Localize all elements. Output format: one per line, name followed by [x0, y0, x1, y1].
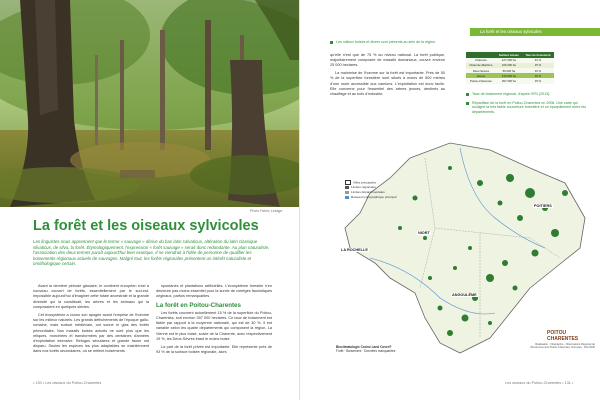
body-paragraph: Avant la dernière période glaciaire, le continent européen s'est à nouveau couvert de forêts, essentiellement par le sud-est. Impossible aujourd'hui d'imaginer cette futaie ancestrale et la grande diversité qui la constituait, les arbres et les animaux qui la composaient en quelques siècles.: [33, 284, 149, 309]
map-credits: Réalisation : Infographie - Observatoire Régional de l'Environnement Poitou-Charentes. Données : IGN 2006: [530, 343, 595, 350]
table-caption: Taux de boisement régional, d'après l'IFN (2013).: [466, 92, 591, 97]
body-paragraph: Les forêts couvrent actuellement 15 % de la superficie du Poitou-Charentes, soit environ 397 000 hectares. Ce taux de boisement est faible par rapport à la moyenne nationale, qui est de 30 %. Il est variable selon les quatre départements qui composent la région. La Vienne est le plus boisé, suivie de la Charente, avec respectivement 19 %, les Deux-Sèvres étant le moins boisé.: [156, 310, 272, 341]
table-cell: 397 000 ha: [496, 78, 522, 83]
table-row: [466, 68, 554, 73]
legend-item: Réseau hydrographique principal: [345, 195, 396, 200]
table-cell: 19 %: [522, 73, 554, 78]
table-cell: Vienne: [466, 73, 496, 78]
table-row: [466, 63, 554, 68]
table-cell: 127 000 ha: [496, 58, 522, 63]
table-cell: 10 %: [522, 68, 554, 73]
table-row: [466, 78, 554, 83]
table-cell: Charente-Maritime: [466, 63, 496, 68]
photo-credit: Photo Fabric Lesage: [250, 209, 283, 213]
city-label-poitiers: POITIERS: [534, 204, 552, 208]
table-cell: 15 %: [522, 63, 554, 68]
left-column-1: [33, 284, 149, 358]
table-row: [466, 58, 554, 63]
table-header: Surface boisée: [496, 52, 522, 58]
table-cell: 21 %: [522, 58, 554, 63]
map-legend: [345, 180, 396, 200]
caption-bullet: Les milieux boisés et divers sont présents au sein de la région.: [330, 40, 445, 45]
city-label-angouleme: ANGOULÊME: [452, 293, 477, 297]
legend-item: Limites régionales: [345, 185, 396, 190]
city-label-niort: NIORT: [418, 231, 430, 235]
body-paragraph: Cet écosystème a connu son apogée avant l'emprise de l'homme sur les milieux naturels. Les grands défrichements de l'époque gallo-romaine, mais surtout médiévale, ont sonné le glas des forêts primordiales. Nos massifs boisés actuels ne sont plus que les reliques, morcelées et transformées par des centaines d'années d'exploitation intensive. Refuges séculaires et grande faune ont disparu. Seules les espèces les plus adaptables se maintiennent dans nos forêts secondaires, où se mêlent boisements: [33, 313, 149, 354]
chapter-title: La forêt et les oiseaux sylvicoles: [33, 218, 259, 234]
table-row-highlighted: [466, 73, 554, 78]
table-cell: Charente: [466, 58, 496, 63]
legend-swatch: [345, 196, 349, 199]
map-caption: Répartition de la forêt en Poitou-Charentes en 2006. Une carte qui souligne la très faible couverture forestière et un éparpillement entre les départements.: [466, 101, 591, 115]
table-cell: 59 000 ha: [496, 68, 522, 73]
section-subhead: La forêt en Poitou-Charentes: [156, 301, 241, 309]
table-cell: Deux-Sèvres: [466, 68, 496, 73]
table-cell: Poitou-Charentes: [466, 78, 496, 83]
legend-item: Limites départementales: [345, 190, 396, 195]
table-cell: 106 000 ha: [496, 63, 522, 68]
table-cell: 15 %: [522, 78, 554, 83]
city-label-la-rochelle: LA ROCHELLE: [341, 248, 368, 252]
legend-item: Villes principales: [345, 180, 396, 185]
body-paragraph: La part de la forêt privée est importante. Elle représente près de 93 % de la surface boisée régionale, alors: [156, 345, 272, 355]
table-cell: 133 000 ha: [496, 73, 522, 78]
intro-paragraph: Les linguistes nous apprennent que le terme « sauvage » dérive du bas latin salvaticus, altération du latin classique silvaticus, de silva, la forêt. Étymologiquement, l'expression « forêt sauvage » serait donc redondante. Au plan naturaliste, l'association des deux termes paraît aujourd'hui bien exotique. Il ne viendrait à l'idée de personne de qualifier les boisements régionaux actuels de sauvages. Malgré tout, les forêts régionales présentent un intérêt naturaliste et ornithologique certain.: [33, 239, 270, 267]
right-captions: [466, 92, 591, 118]
forest-cover-table: [466, 52, 554, 84]
page-folio-left: • 130 • Les oiseaux du Poitou-Charentes: [33, 381, 102, 385]
region-logo: POITOU CHARENTES: [547, 330, 579, 342]
body-paragraph: spontanés et plantations artificielles. L'écosystème forestier n'en demeure pas moins essentiel pour la survie de cortèges faunistiques originaux, parfois remarquables.: [156, 284, 272, 299]
map-footer: Bioclimatologie Corine Land Cover® Forêt · Boisement · Données manquantes: [336, 345, 396, 353]
left-column-2: [156, 284, 272, 358]
running-header: La forêt et les oiseaux sylvicoles: [480, 29, 542, 34]
forest-photo: [0, 0, 300, 207]
page-folio-right: Les oiseaux du Poitou-Charentes • 131 •: [505, 381, 574, 385]
legend-swatch: [345, 186, 349, 189]
table-header: Taux de boisement: [522, 52, 554, 58]
body-paragraph: qu'elle n'est que de 75 % au niveau national. La forêt publique, majoritairement composée de massifs domaniaux, couvre environ 25 000 hectares.: [330, 52, 445, 67]
legend-swatch: [345, 191, 349, 194]
right-column: [330, 40, 445, 97]
body-paragraph: La mainmise de l'homme sur la forêt est importante. Près de 50 % de la superficie forestière sont situés à moins de 500 mètres d'une route accessible aux camions. L'exploitation est donc facile. Elle concerne pour l'essentiel des arbres jeunes, destinés au chauffage et au bois d'industrie.: [330, 71, 445, 97]
legend-swatch: [345, 180, 351, 185]
